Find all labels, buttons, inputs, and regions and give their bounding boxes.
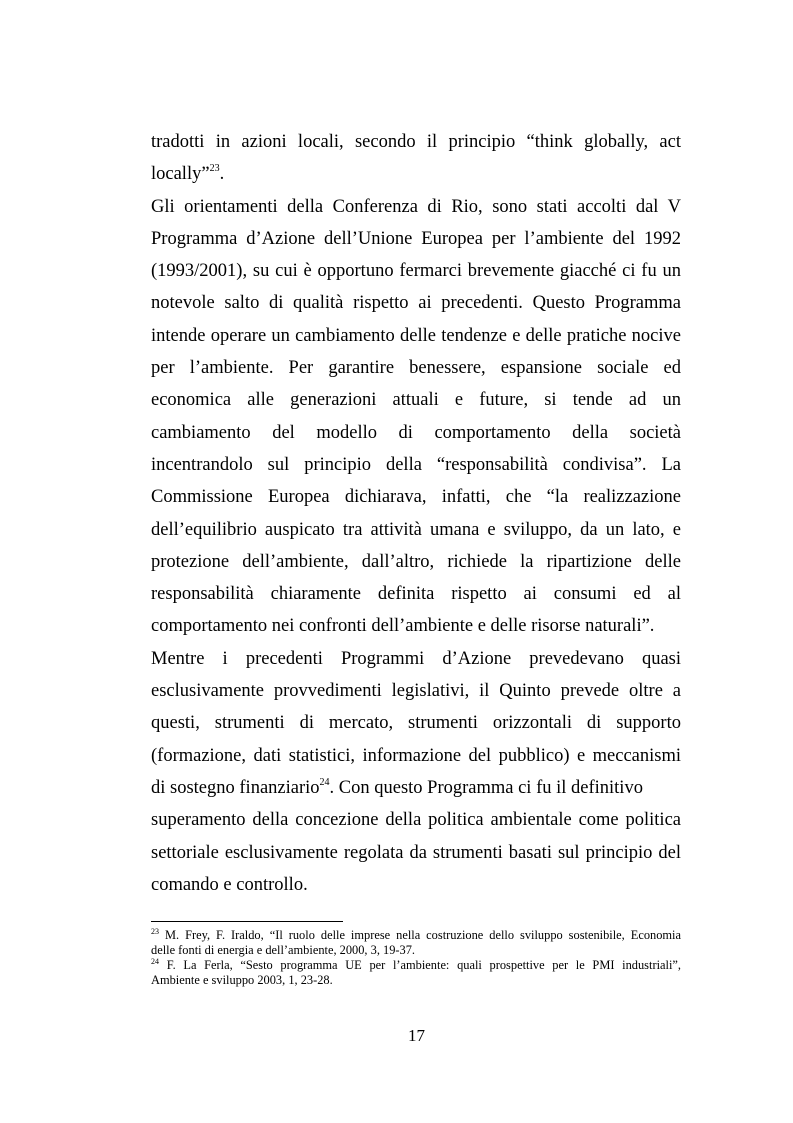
footnotes	[151, 928, 681, 988]
footnote-text: F. La Ferla, “Sesto programma UE per l’ambiente: quali prospettive per le PMI industriali”,	[166, 958, 681, 972]
footnote-text: Ambiente e sviluppo 2003, 1, 23-28.	[151, 973, 333, 987]
text-line: (1993/2001), su cui è opportuno fermarci brevemente giacché ci fu un	[151, 261, 681, 282]
text-line: di sostegno finanziario$^{24}$. Con questo Programma ci fu il definitivo	[151, 776, 643, 798]
footnote-24	[151, 958, 681, 988]
footnote-separator	[151, 921, 343, 922]
text-line: locally”$^{23}$.	[151, 163, 225, 185]
text-line: Programma d’Azione dell’Unione Europea per l’ambiente del 1992	[151, 228, 681, 249]
footnote-ref-24: 24	[319, 776, 330, 788]
footnote-ref-23: 23	[209, 163, 220, 175]
text-line: (formazione, dati statistici, informazione del pubblico) e meccanismi	[151, 745, 681, 766]
text-line: protezione dell’ambiente, dall’altro, richiede la ripartizione delle	[151, 551, 681, 572]
text-line: notevole salto di qualità rispetto ai precedenti. Questo Programma	[151, 293, 681, 314]
text-line: Commissione Europea dichiarava, infatti, che “la realizzazione	[151, 487, 681, 508]
body-text	[151, 126, 681, 901]
text-line: incentrandolo sul principio della “responsabilità condivisa”. La	[151, 454, 681, 475]
text-line: esclusivamente provvedimenti legislativi, il Quinto prevede oltre a	[151, 681, 681, 702]
text-line: questi, strumenti di mercato, strumenti orizzontali di supporto	[151, 713, 681, 734]
footnote-number: 23	[151, 927, 159, 936]
footnote-23	[151, 928, 681, 958]
text-line: responsabilità chiaramente definita rispetto ai consumi ed al	[151, 584, 681, 605]
text-line: comportamento nei confronti dell’ambiente e delle risorse naturali”.	[151, 616, 655, 637]
footnote-text: M. Frey, F. Iraldo, “Il ruolo delle imprese nella costruzione dello sviluppo sostenibile, Economia	[164, 928, 681, 942]
text-line: economica alle generazioni attuali e future, si tende ad un	[151, 390, 681, 411]
text-line: per l’ambiente. Per garantire benessere, espansione sociale ed	[151, 358, 681, 379]
text-line: cambiamento del modello di comportamento della società	[151, 422, 681, 443]
text-line: Gli orientamenti della Conferenza di Rio, sono stati accolti dal V	[151, 196, 681, 217]
text-line: comando e controllo.	[151, 874, 308, 895]
footnote-number: 24	[151, 957, 159, 966]
text-line: tradotti in azioni locali, secondo il principio “think globally, act	[151, 132, 681, 152]
text-line: intende operare un cambiamento delle tendenze e delle pratiche nocive	[151, 325, 681, 346]
footnote-text: delle fonti di energia e dell’ambiente, 2000, 3, 19-37.	[151, 943, 416, 957]
text-line: dell’equilibrio auspicato tra attività umana e sviluppo, da un lato, e	[151, 519, 681, 540]
text-line: superamento della concezione della politica ambientale come politica	[151, 810, 681, 831]
text-line: Mentre i precedenti Programmi d’Azione prevedevano quasi	[151, 648, 681, 669]
page-number: 17	[408, 1026, 425, 1045]
text-line: settoriale esclusivamente regolata da strumenti basati sul principio del	[151, 842, 681, 863]
